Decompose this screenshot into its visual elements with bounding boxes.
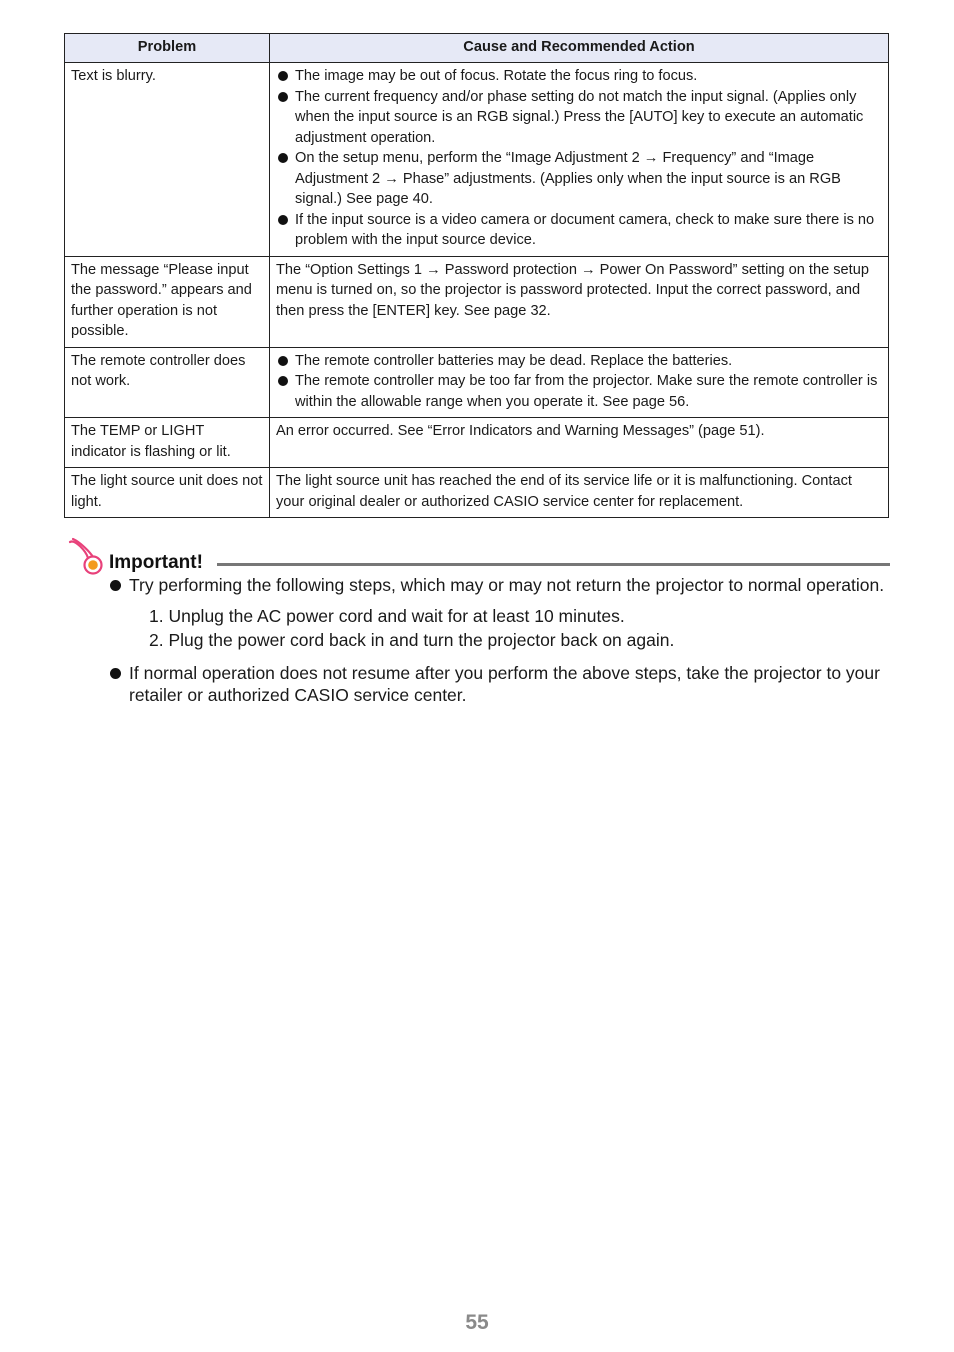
important-header <box>64 534 890 574</box>
action-bullet: If the input source is a video camera or document camera, check to make sure there is no problem with the input source device. <box>276 210 882 251</box>
table-row <box>65 418 889 468</box>
action-bullet: The remote controller batteries may be dead. Replace the batteries. <box>276 351 882 372</box>
important-bullet <box>109 574 889 652</box>
table-header-row <box>65 34 889 63</box>
action-cell: The “Option Settings 1 → Password protection → Power On Password” setting on the setup menu is turned on, so the projector is password protected. Input the correct password, and then press the [ENTER] key. See page 32. <box>270 256 889 347</box>
problem-cell: Text is blurry. <box>65 63 270 257</box>
table-row <box>65 63 889 257</box>
action-bullet-list <box>276 351 882 413</box>
action-bullet: On the setup menu, perform the “Image Adjustment 2 → Frequency” and “Image Adjustment 2 → Phase” adjustments. (Applies only when the input source is an RGB signal.) See page 40. <box>276 148 882 210</box>
header-cause-action: Cause and Recommended Action <box>270 34 889 63</box>
header-problem: Problem <box>65 34 270 63</box>
important-notice <box>64 534 890 705</box>
step-item: 2. Plug the power cord back in and turn the projector back on again. <box>149 630 675 650</box>
action-bullet: The image may be out of focus. Rotate the focus ring to focus. <box>276 66 882 87</box>
important-bullet: If normal operation does not resume after you perform the above steps, take the projector to your retailer or authorized CASIO service center. <box>109 662 889 706</box>
important-divider <box>217 563 890 566</box>
table-row <box>65 256 889 347</box>
important-title: Important! <box>109 552 203 573</box>
page-number: 55 <box>465 1311 489 1334</box>
problem-cell: The message “Please input the password.” appears and further operation is not possible. <box>65 256 270 347</box>
action-bullet: The remote controller may be too far from the projector. Make sure the remote controller is within the allowable range when you operate it. See page 56. <box>276 371 882 412</box>
problem-cell: The light source unit does not light. <box>65 468 270 518</box>
action-bullet-list <box>276 66 882 251</box>
steps-list <box>149 604 889 652</box>
important-body <box>109 574 889 706</box>
action-cell <box>270 347 889 418</box>
problem-cell: The remote controller does not work. <box>65 347 270 418</box>
action-cell: An error occurred. See “Error Indicators and Warning Messages” (page 51). <box>270 418 889 468</box>
important-bullet-text: Try performing the following steps, which may or may not return the projector to normal operation. <box>129 575 885 595</box>
step-item: 1. Unplug the AC power cord and wait for at least 10 minutes. <box>149 606 625 626</box>
action-bullet: The current frequency and/or phase setting do not match the input signal. (Applies only when the input source is an RGB signal.) Press the [AUTO] key to execute an automatic adjustment operation. <box>276 87 882 149</box>
pointer-hand-icon <box>66 536 106 581</box>
table-row <box>65 347 889 418</box>
troubleshooting-table <box>64 33 889 518</box>
important-bullet-list <box>109 574 889 706</box>
problem-cell: The TEMP or LIGHT indicator is flashing or lit. <box>65 418 270 468</box>
action-cell: The light source unit has reached the end of its service life or it is malfunctioning. Contact your original dealer or authorized CASIO service center for replacement. <box>270 468 889 518</box>
action-cell <box>270 63 889 257</box>
table-row <box>65 468 889 518</box>
